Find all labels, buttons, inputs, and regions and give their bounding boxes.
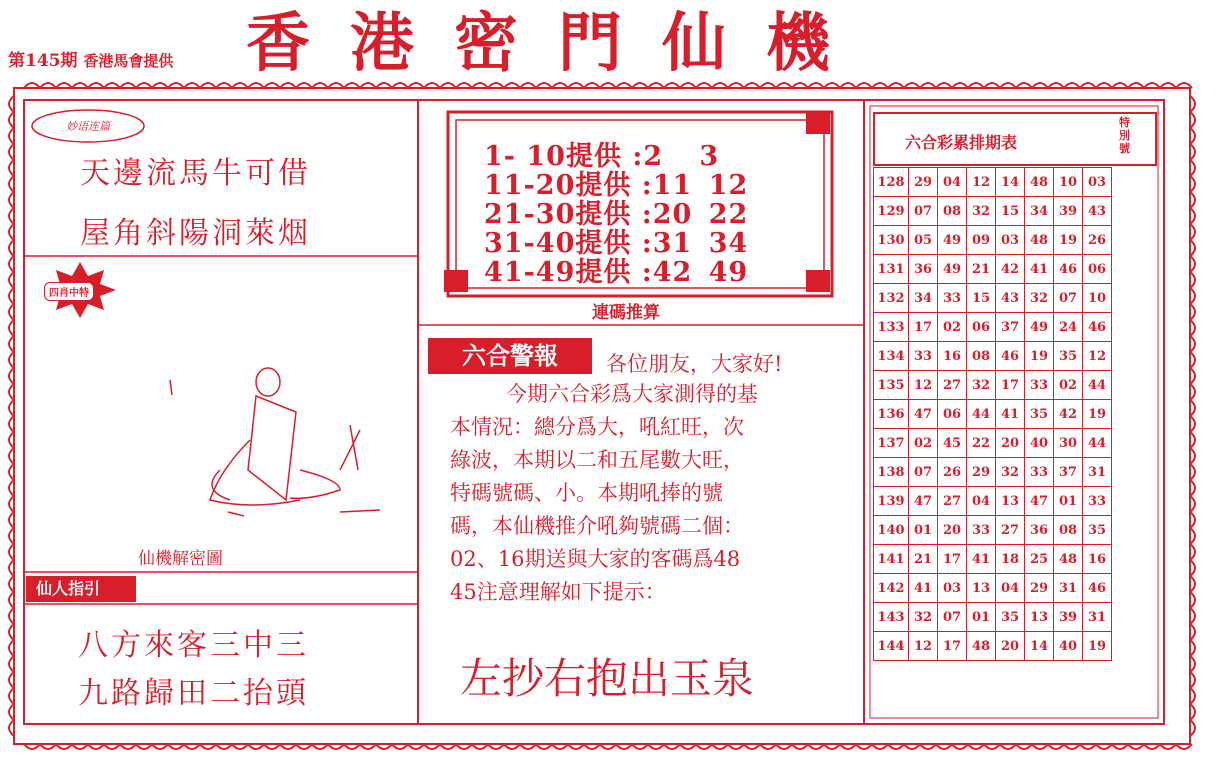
table-row — [874, 313, 1112, 342]
number-cell: 03 — [938, 574, 967, 603]
number-cell: 31 — [1083, 458, 1112, 487]
results-table — [873, 167, 1112, 661]
number-cell: 07 — [909, 458, 938, 487]
number-cell: 25 — [1025, 545, 1054, 574]
number-cell: 40 — [1025, 429, 1054, 458]
range-value: 42 — [652, 257, 693, 288]
number-cell: 27 — [938, 487, 967, 516]
range-value: 22 — [708, 199, 749, 230]
draw-number-cell: 132 — [874, 284, 909, 313]
paragraph-line: 綠波，本期以二和五尾數大旺， — [450, 448, 744, 472]
paragraph-line: 今期六合彩爲大家測得的基 — [506, 382, 758, 406]
number-cell: 35 — [1025, 400, 1054, 429]
number-cell: 33 — [967, 516, 996, 545]
number-cell: 01 — [909, 516, 938, 545]
table-title: 六合彩累排期表 — [905, 133, 1018, 152]
range-value: 11 — [652, 170, 693, 201]
table-row — [874, 197, 1112, 226]
number-cell: 02 — [909, 429, 938, 458]
range-label: 21-30提供 — [484, 199, 632, 230]
number-cell: 12 — [909, 632, 938, 661]
number-cell: 15 — [996, 197, 1025, 226]
number-cell: 49 — [1025, 313, 1054, 342]
number-cell: 33 — [1025, 371, 1054, 400]
number-cell: 40 — [1054, 632, 1083, 661]
paragraph-line: 碼，本仙機推介吼夠號碼二個： — [450, 514, 744, 538]
range-label: 31-40提供 — [484, 228, 632, 259]
number-cell: 27 — [996, 516, 1025, 545]
number-cell: 41 — [967, 545, 996, 574]
number-cell: 34 — [1025, 197, 1054, 226]
number-cell: 33 — [1025, 458, 1054, 487]
number-cell: 35 — [1054, 342, 1083, 371]
number-cell: 12 — [1083, 342, 1112, 371]
draw-number-cell: 141 — [874, 545, 909, 574]
number-cell: 45 — [938, 429, 967, 458]
number-cell: 12 — [909, 371, 938, 400]
picture-caption: 仙機解密圖 — [138, 549, 223, 569]
table-row — [874, 487, 1112, 516]
number-cell: 44 — [1083, 429, 1112, 458]
number-cell: 39 — [1054, 197, 1083, 226]
number-cell: 13 — [996, 487, 1025, 516]
number-cell: 32 — [996, 458, 1025, 487]
number-cell: 32 — [909, 603, 938, 632]
number-cell: 33 — [1083, 487, 1112, 516]
number-cell: 43 — [996, 284, 1025, 313]
number-cell: 43 — [1083, 197, 1112, 226]
number-cell: 48 — [1054, 545, 1083, 574]
number-cell: 46 — [1083, 313, 1112, 342]
number-cell: 20 — [938, 516, 967, 545]
number-cell: 08 — [938, 197, 967, 226]
number-cell: 46 — [1083, 574, 1112, 603]
number-cell: 31 — [1083, 603, 1112, 632]
number-cell: 26 — [938, 458, 967, 487]
number-cell: 29 — [1025, 574, 1054, 603]
number-cell: 04 — [996, 574, 1025, 603]
number-cell: 17 — [938, 632, 967, 661]
burst-badge: 四肖中特 — [44, 282, 94, 301]
number-cell: 29 — [967, 458, 996, 487]
number-cell: 10 — [1054, 168, 1083, 197]
table-row — [874, 400, 1112, 429]
number-cell: 42 — [996, 255, 1025, 284]
number-cell: 34 — [909, 284, 938, 313]
alert-paragraph — [450, 378, 758, 609]
paragraph-line: 45注意理解如下提示： — [450, 580, 666, 604]
number-cell: 32 — [967, 197, 996, 226]
range-row: 41-49提供 :42 49 — [484, 250, 765, 289]
range-label: 41-49提供 — [484, 257, 632, 288]
draw-number-cell: 144 — [874, 632, 909, 661]
range-row: 1- 10提供 :2 3 — [484, 134, 755, 173]
table-row — [874, 371, 1112, 400]
number-cell: 21 — [967, 255, 996, 284]
number-cell: 06 — [1083, 255, 1112, 284]
number-cell: 03 — [996, 226, 1025, 255]
number-cell: 20 — [996, 632, 1025, 661]
guide-tag: 仙人指引 — [26, 576, 136, 602]
provider-text: 香港馬會提供 — [83, 52, 174, 70]
number-cell: 09 — [967, 226, 996, 255]
number-cell: 36 — [909, 255, 938, 284]
number-cell: 22 — [967, 429, 996, 458]
number-cell: 41 — [1025, 255, 1054, 284]
number-cell: 48 — [1025, 226, 1054, 255]
alert-tag: 六合警報 — [428, 338, 592, 374]
number-cell: 49 — [938, 255, 967, 284]
table-row — [874, 284, 1112, 313]
table-row — [874, 545, 1112, 574]
poem-bottom-line-2: 九路歸田二抬頭 — [78, 676, 309, 711]
number-cell: 32 — [967, 371, 996, 400]
draw-number-cell: 136 — [874, 400, 909, 429]
number-cell: 42 — [1054, 400, 1083, 429]
number-cell: 48 — [967, 632, 996, 661]
range-label: 1- 10提供 — [484, 141, 622, 172]
table-row — [874, 255, 1112, 284]
draw-number-cell: 137 — [874, 429, 909, 458]
draw-number-cell: 135 — [874, 371, 909, 400]
number-cell: 01 — [967, 603, 996, 632]
number-cell: 31 — [1054, 574, 1083, 603]
table-row — [874, 458, 1112, 487]
range-value: 20 — [652, 199, 693, 230]
range-value: 12 — [708, 170, 749, 201]
number-cell: 24 — [1054, 313, 1083, 342]
number-cell: 48 — [1025, 168, 1054, 197]
number-cell: 19 — [1054, 226, 1083, 255]
number-cell: 07 — [909, 197, 938, 226]
table-row — [874, 516, 1112, 545]
table-row — [874, 226, 1112, 255]
number-cell: 18 — [996, 545, 1025, 574]
number-cell: 15 — [967, 284, 996, 313]
range-value: 34 — [708, 228, 749, 259]
number-cell: 12 — [967, 168, 996, 197]
range-value: 2 — [643, 141, 664, 172]
range-row: 31-40提供 :31 34 — [484, 221, 765, 260]
draw-number-cell: 143 — [874, 603, 909, 632]
poem-top-line-1: 天邊流馬牛可借 — [80, 156, 311, 191]
number-cell: 13 — [967, 574, 996, 603]
number-cell: 29 — [909, 168, 938, 197]
number-cell: 36 — [1025, 516, 1054, 545]
number-cell: 46 — [1054, 255, 1083, 284]
draw-number-cell: 139 — [874, 487, 909, 516]
issue-number: 第145期 — [8, 51, 78, 71]
paragraph-line: 特碼號碼、小。本期吼捧的號 — [450, 481, 723, 505]
number-cell: 04 — [938, 168, 967, 197]
number-cell: 41 — [996, 400, 1025, 429]
number-cell: 47 — [909, 487, 938, 516]
page-title: 香港密門仙機 — [246, 6, 870, 81]
number-cell: 17 — [938, 545, 967, 574]
draw-number-cell: 129 — [874, 197, 909, 226]
number-cell: 21 — [909, 545, 938, 574]
range-row: 11-20提供 :11 12 — [484, 163, 765, 202]
number-cell: 30 — [1054, 429, 1083, 458]
number-cell: 47 — [1025, 487, 1054, 516]
draw-number-cell: 140 — [874, 516, 909, 545]
table-row — [874, 168, 1112, 197]
number-cell: 14 — [1025, 632, 1054, 661]
number-cell: 35 — [996, 603, 1025, 632]
draw-number-cell: 142 — [874, 574, 909, 603]
table-row — [874, 429, 1112, 458]
draw-number-cell: 134 — [874, 342, 909, 371]
paragraph-line: 本情況：總分爲大，吼紅旺，次 — [450, 415, 744, 439]
number-cell: 03 — [1083, 168, 1112, 197]
number-cell: 41 — [909, 574, 938, 603]
number-cell: 49 — [938, 226, 967, 255]
number-cell: 07 — [1054, 284, 1083, 313]
range-row: 21-30提供 :20 22 — [484, 192, 765, 231]
number-cell: 44 — [1083, 371, 1112, 400]
special-label: 特別號 — [1119, 116, 1130, 155]
number-cell: 14 — [996, 168, 1025, 197]
table-row — [874, 574, 1112, 603]
range-value: 3 — [699, 141, 720, 172]
table-header — [873, 112, 1157, 166]
number-cell: 01 — [1054, 487, 1083, 516]
number-cell: 17 — [996, 371, 1025, 400]
range-value: 31 — [652, 228, 693, 259]
number-cell: 35 — [1083, 516, 1112, 545]
range-label: 11-20提供 — [484, 170, 632, 201]
table-row — [874, 603, 1112, 632]
poem-bottom-line-1: 八方來客三中三 — [78, 628, 309, 663]
number-cell: 44 — [967, 400, 996, 429]
number-cell: 37 — [996, 313, 1025, 342]
number-cell: 19 — [1083, 400, 1112, 429]
number-cell: 13 — [1025, 603, 1054, 632]
number-cell: 08 — [1054, 516, 1083, 545]
table-row — [874, 632, 1112, 661]
number-cell: 10 — [1083, 284, 1112, 313]
ranges-caption: 連碼推算 — [592, 303, 660, 323]
bottom-phrase: 左抄右抱出玉泉 — [460, 654, 755, 703]
number-cell: 06 — [967, 313, 996, 342]
number-cell: 26 — [1083, 226, 1112, 255]
number-cell: 33 — [938, 284, 967, 313]
number-cell: 16 — [938, 342, 967, 371]
number-cell: 02 — [1054, 371, 1083, 400]
draw-number-cell: 131 — [874, 255, 909, 284]
number-cell: 27 — [938, 371, 967, 400]
poem-top-line-2: 屋角斜陽洞萊烟 — [80, 216, 311, 251]
number-cell: 19 — [1025, 342, 1054, 371]
draw-number-cell: 128 — [874, 168, 909, 197]
number-cell: 47 — [909, 400, 938, 429]
number-cell: 33 — [909, 342, 938, 371]
number-cell: 39 — [1054, 603, 1083, 632]
range-value: 49 — [708, 257, 749, 288]
number-cell: 46 — [996, 342, 1025, 371]
number-cell: 05 — [909, 226, 938, 255]
badge: 妙语连篇 — [66, 120, 110, 133]
number-cell: 17 — [909, 313, 938, 342]
number-cell: 07 — [938, 603, 967, 632]
sage-illustration — [170, 368, 380, 516]
number-cell: 19 — [1083, 632, 1112, 661]
draw-number-cell: 138 — [874, 458, 909, 487]
greeting: 各位朋友，大家好! — [606, 352, 783, 376]
draw-number-cell: 130 — [874, 226, 909, 255]
number-cell: 32 — [1025, 284, 1054, 313]
number-cell: 08 — [967, 342, 996, 371]
number-cell: 06 — [938, 400, 967, 429]
table-row — [874, 342, 1112, 371]
draw-number-cell: 133 — [874, 313, 909, 342]
number-cell: 04 — [967, 487, 996, 516]
number-cell: 16 — [1083, 545, 1112, 574]
number-cell: 20 — [996, 429, 1025, 458]
number-cell: 02 — [938, 313, 967, 342]
paragraph-line: 02、16期送與大家的客碼爲48 — [450, 547, 741, 571]
number-cell: 37 — [1054, 458, 1083, 487]
